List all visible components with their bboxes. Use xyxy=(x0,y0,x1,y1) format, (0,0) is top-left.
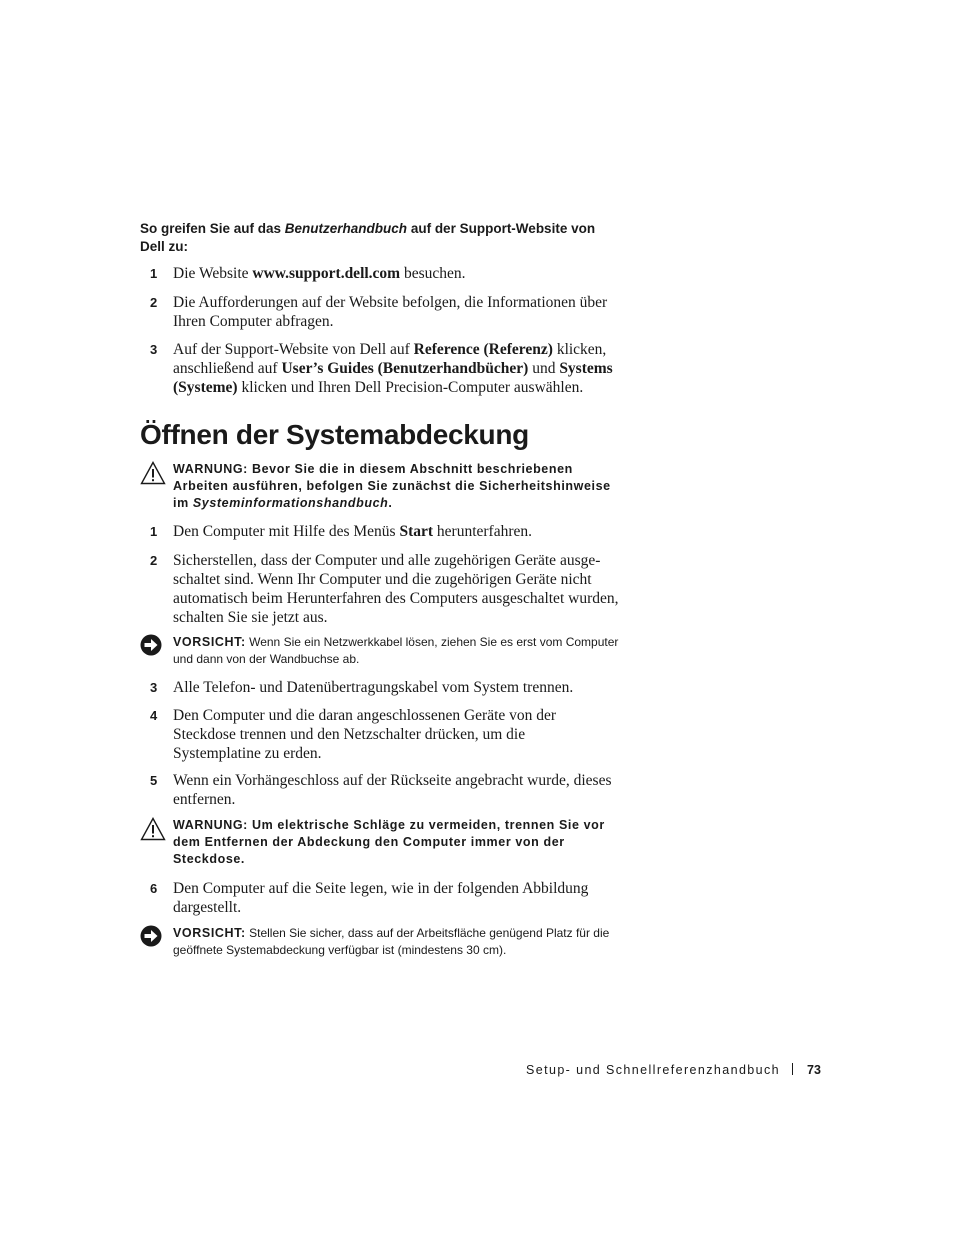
step-4: 4 Den Computer und die daran angeschlossenen Geräte von der Steckdose trennen und den Netzschalter drücken, um die Systemplatine zu erden. xyxy=(150,707,557,762)
warning-triangle-icon xyxy=(140,461,166,490)
caution-arrow-icon xyxy=(140,634,162,661)
warning-notice-1: WARNUNG: Bevor Sie die in diesem Abschnitt beschriebenen Arbeiten ausführen, befolgen Sie zunächst die Sicherheitshinweise im Systeminformationshandbuch. xyxy=(140,461,620,512)
step-3: 3 Alle Telefon- und Datenübertragungskabel vom System trennen. xyxy=(150,679,574,696)
warning-notice-2: WARNUNG: Um elektrische Schläge zu vermeiden, trennen Sie vor dem Entfernen der Abdeckung den Computer immer von der Steckdose. xyxy=(140,817,620,868)
step-6: 6 Den Computer auf die Seite legen, wie in der folgenden Abbildung dargestellt. xyxy=(150,880,589,916)
step-1: 1 Den Computer mit Hilfe des Menüs Start herunterfahren. xyxy=(150,523,533,540)
support-url: www.support.dell.com xyxy=(252,265,401,282)
page-footer xyxy=(526,1062,821,1078)
step-2: 2 Sicherstellen, dass der Computer und alle zugehörigen Geräte ausgeschaltet sind. Wenn Ihr Computer und die zugehörigen Geräte nicht automatisch beim Herunterfahren des Computers ausgeschaltet wurden, schalten Sie sie jetzt aus. xyxy=(150,552,619,626)
warning-triangle-icon xyxy=(140,817,166,846)
caution-arrow-icon xyxy=(140,925,162,952)
footer-separator xyxy=(792,1063,793,1075)
footer-title: Setup- und Schnellreferenzhandbuch xyxy=(526,1063,780,1077)
step-5: 5 Wenn ein Vorhängeschloss auf der Rückseite angebracht wurde, dieses entfernen. xyxy=(150,772,612,808)
intro-heading: So greifen Sie auf das Benutzerhandbuch auf der Support-Website von Dell zu: xyxy=(140,221,596,254)
intro-step-2: 2 Die Aufforderungen auf der Website befolgen, die Informationen über Ihren Computer abfragen. xyxy=(150,294,608,330)
intro-step-3: 3 Auf der Support-Website von Dell auf Reference (Referenz) klicken, anschließend auf User’s Guides (Benutzerhandbücher) und Systems (Systeme) klicken und Ihren Dell Precision-Computer auswählen. xyxy=(150,341,613,396)
page-number: 73 xyxy=(807,1063,821,1077)
section-title: Öffnen der Systemabdeckung xyxy=(140,419,529,450)
caution-notice-2: VORSICHT: Stellen Sie sicher, dass auf der Arbeitsfläche genügend Platz für die geöffnete Systemabdeckung verfügbar ist (mindestens 30 cm). xyxy=(140,925,620,959)
intro-step-1: 1 Die Website www.support.dell.com besuchen. xyxy=(150,265,466,282)
caution-notice-1: VORSICHT: Wenn Sie ein Netzwerkkabel lösen, ziehen Sie es erst vom Computer und dann von der Wandbuchse ab. xyxy=(140,634,620,668)
